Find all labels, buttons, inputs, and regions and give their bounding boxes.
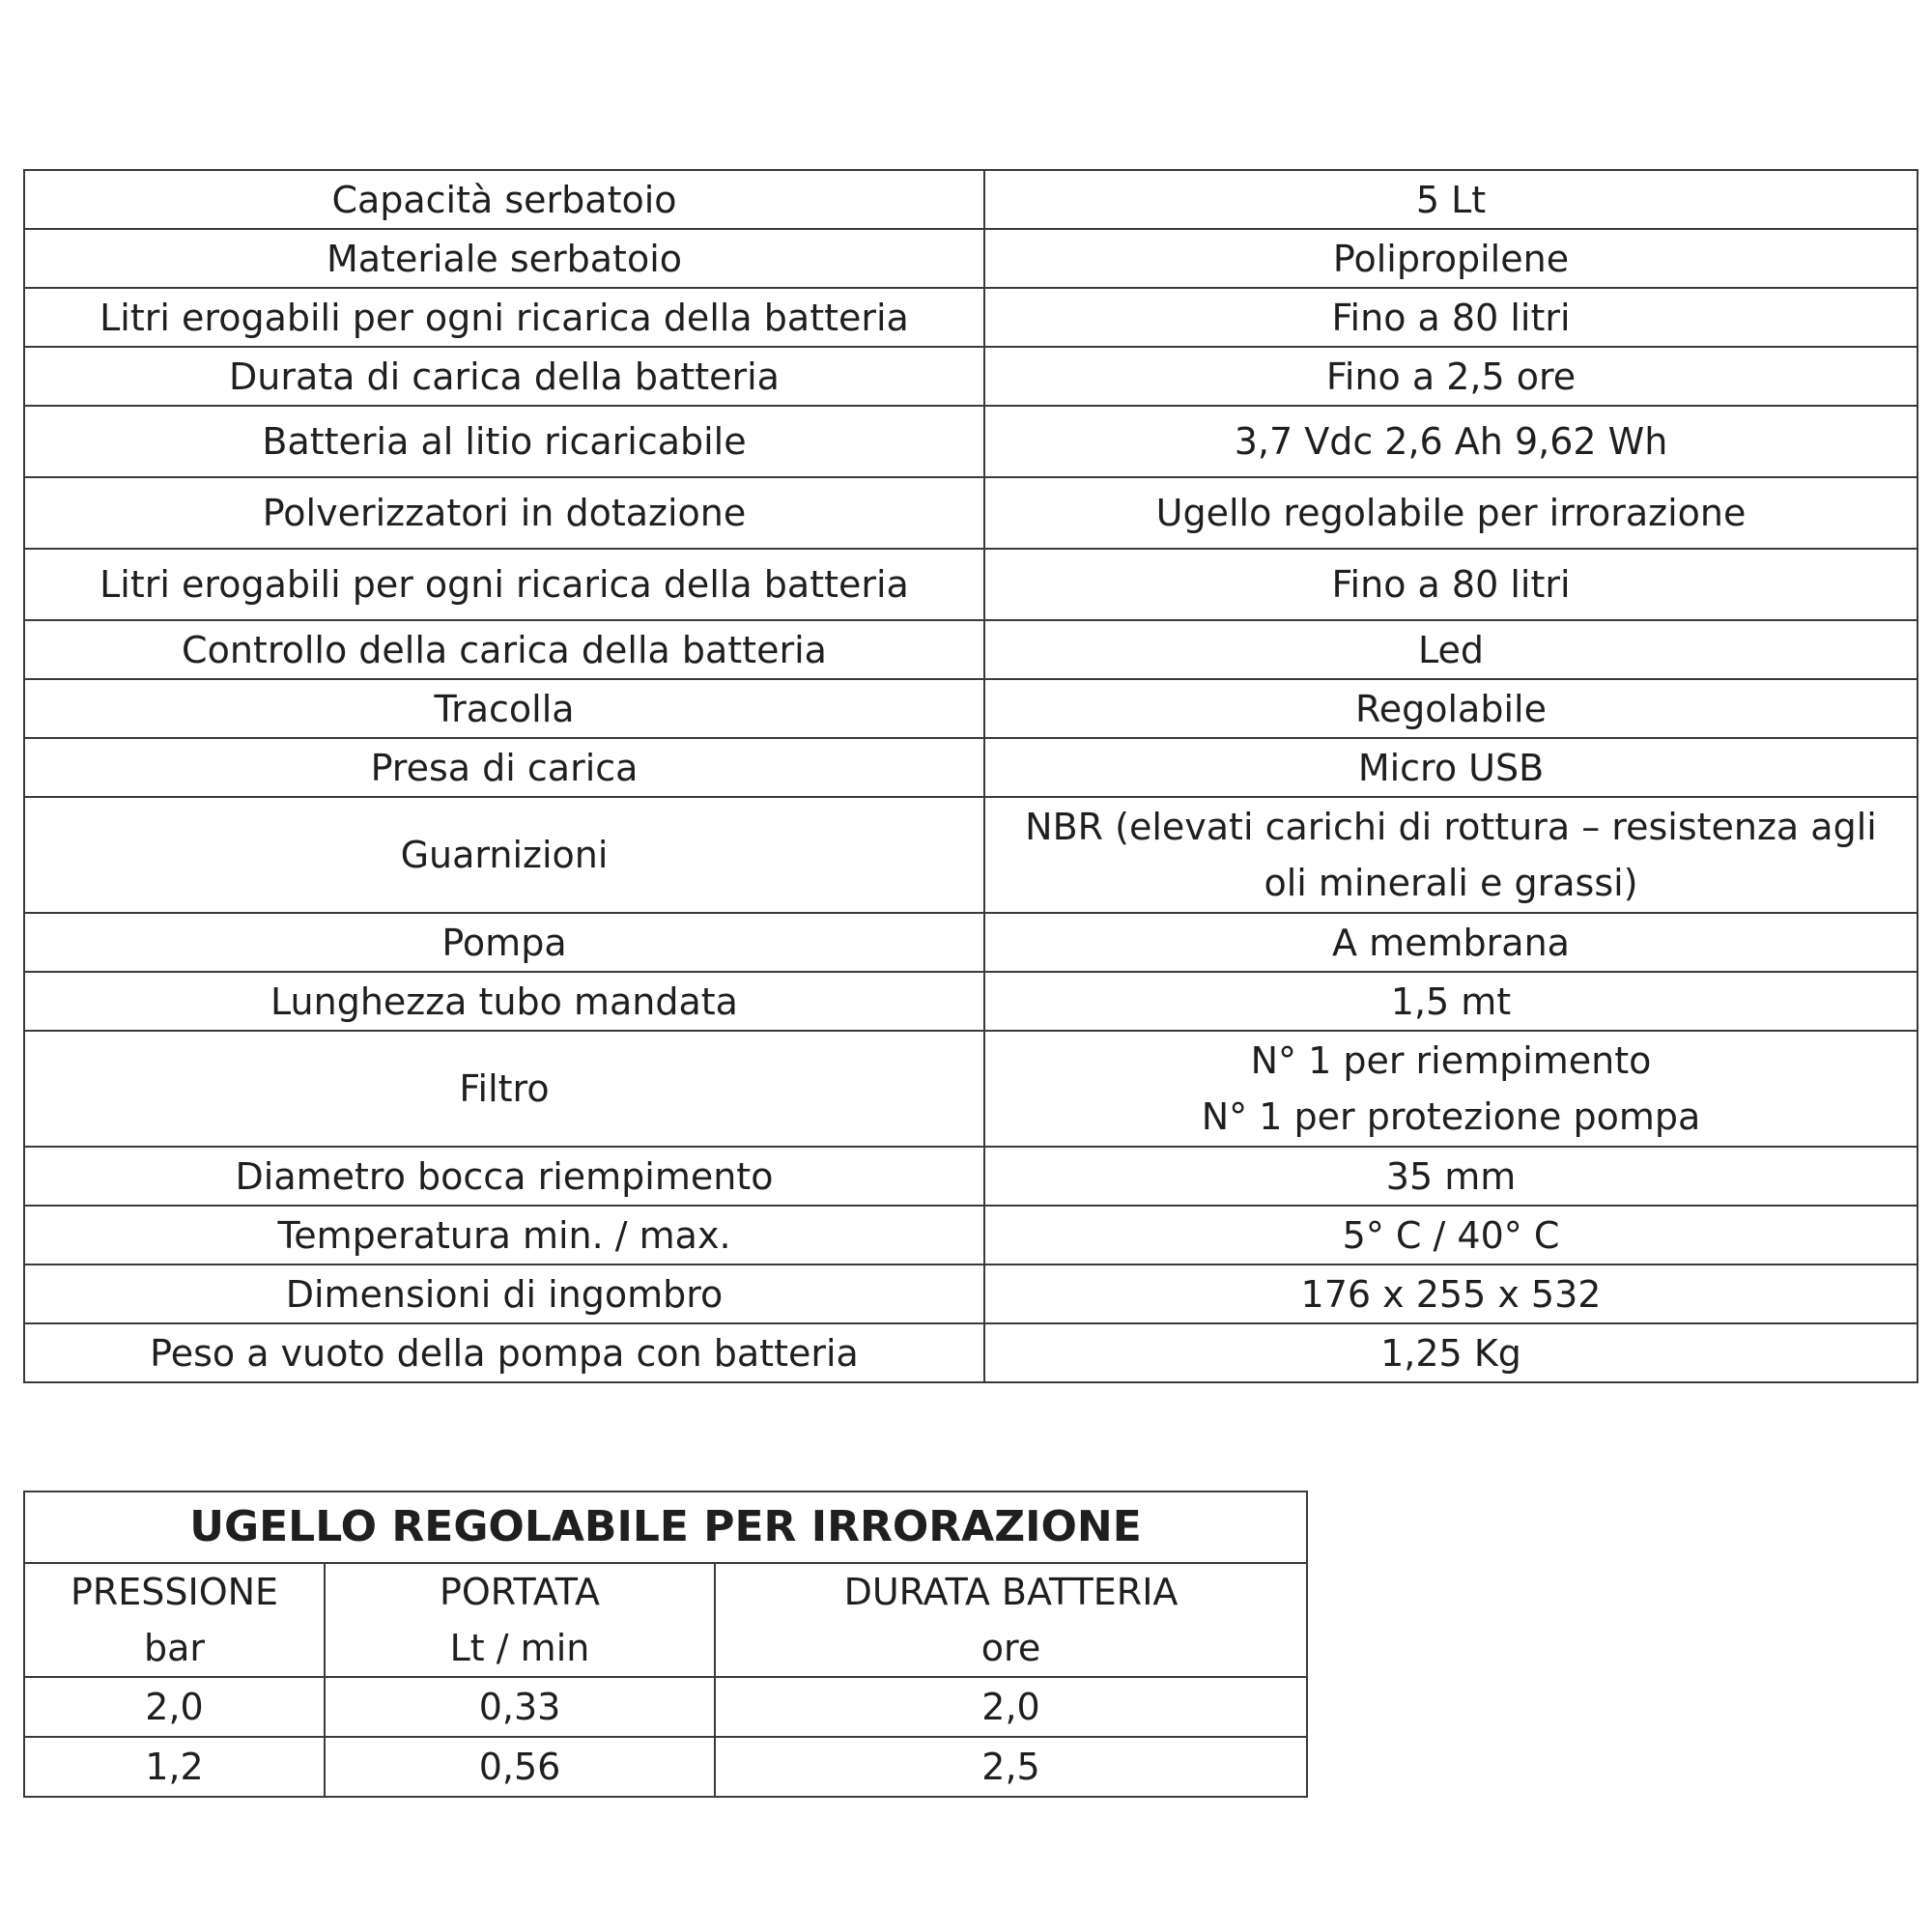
table-row [24,170,1918,229]
table-row [24,913,1918,972]
table-row [24,288,1918,347]
spec-label: Dimensioni di ingombro [24,1264,984,1323]
spec-value: Fino a 80 litri [984,288,1918,347]
spec-value-line: NBR (elevati carichi di rottura – resistenza agli [1025,806,1877,848]
spec-value: Ugello regolabile per irrorazione [984,477,1918,549]
table-row [24,549,1918,620]
battery-duration-cell: 2,5 [715,1737,1307,1797]
table-row [24,1031,1918,1147]
nozzle-table-title: UGELLO REGOLABILE PER IRRORAZIONE [24,1492,1307,1563]
spec-label: Lunghezza tubo mandata [24,972,984,1031]
spec-value: 3,7 Vdc 2,6 Ah 9,62 Wh [984,406,1918,477]
spec-label: Polverizzatori in dotazione [24,477,984,549]
table-row [24,1737,1307,1797]
table-row [24,1677,1307,1737]
spec-value: Micro USB [984,738,1918,797]
column-header-name: PORTATA [439,1571,601,1613]
spec-label: Litri erogabili per ogni ricarica della batteria [24,288,984,347]
battery-duration-cell: 2,0 [715,1677,1307,1737]
column-header-pressure [24,1563,325,1677]
table-row [24,1147,1918,1206]
spec-value-line: N° 1 per riempimento [1250,1039,1652,1082]
spec-label: Controllo della carica della batteria [24,620,984,679]
column-header-unit: bar [143,1627,206,1669]
spec-value-line: oli minerali e grassi) [1264,862,1638,904]
spec-label: Presa di carica [24,738,984,797]
spec-value: 1,5 mt [984,972,1918,1031]
flow-cell: 0,56 [325,1737,715,1797]
spec-value-line: N° 1 per protezione pompa [1201,1095,1701,1138]
specifications-table [23,169,1918,1383]
pressure-cell: 2,0 [24,1677,325,1737]
table-row [24,477,1918,549]
table-row [24,797,1918,913]
table-row [24,229,1918,288]
spec-value: 5° C / 40° C [984,1206,1918,1264]
flow-cell: 0,33 [325,1677,715,1737]
spec-value: Polipropilene [984,229,1918,288]
spec-label: Batteria al litio ricaricabile [24,406,984,477]
nozzle-performance-table [23,1491,1308,1798]
spec-label: Durata di carica della batteria [24,347,984,406]
spec-value: 5 Lt [984,170,1918,229]
column-header-flow [325,1563,715,1677]
spec-label: Diametro bocca riempimento [24,1147,984,1206]
spec-label: Litri erogabili per ogni ricarica della batteria [24,549,984,620]
table-row [24,738,1918,797]
table-row [24,1323,1918,1382]
table-row [24,406,1918,477]
column-header-unit: Lt / min [449,1627,590,1669]
table-row [24,972,1918,1031]
table-row [24,620,1918,679]
spec-label: Temperatura min. / max. [24,1206,984,1264]
spec-value [984,1031,1918,1147]
spec-value: 35 mm [984,1147,1918,1206]
column-header-name: PRESSIONE [70,1571,279,1613]
spec-label: Pompa [24,913,984,972]
spec-value: Led [984,620,1918,679]
spec-value [984,797,1918,913]
column-header-name: DURATA BATTERIA [843,1571,1179,1613]
spec-label: Filtro [24,1031,984,1147]
spec-value: Regolabile [984,679,1918,738]
spec-value: 1,25 Kg [984,1323,1918,1382]
table-row [24,1264,1918,1323]
spec-label: Peso a vuoto della pompa con batteria [24,1323,984,1382]
table-row [24,347,1918,406]
table-row [24,679,1918,738]
column-header-unit: ore [980,1627,1041,1669]
spec-label: Guarnizioni [24,797,984,913]
nozzle-header-row [24,1563,1307,1677]
spec-value: Fino a 2,5 ore [984,347,1918,406]
table-row [24,1206,1918,1264]
pressure-cell: 1,2 [24,1737,325,1797]
spec-value: 176 x 255 x 532 [984,1264,1918,1323]
spec-label: Tracolla [24,679,984,738]
column-header-battery-duration [715,1563,1307,1677]
spec-value: A membrana [984,913,1918,972]
spec-label: Capacità serbatoio [24,170,984,229]
spec-label: Materiale serbatoio [24,229,984,288]
spec-value: Fino a 80 litri [984,549,1918,620]
